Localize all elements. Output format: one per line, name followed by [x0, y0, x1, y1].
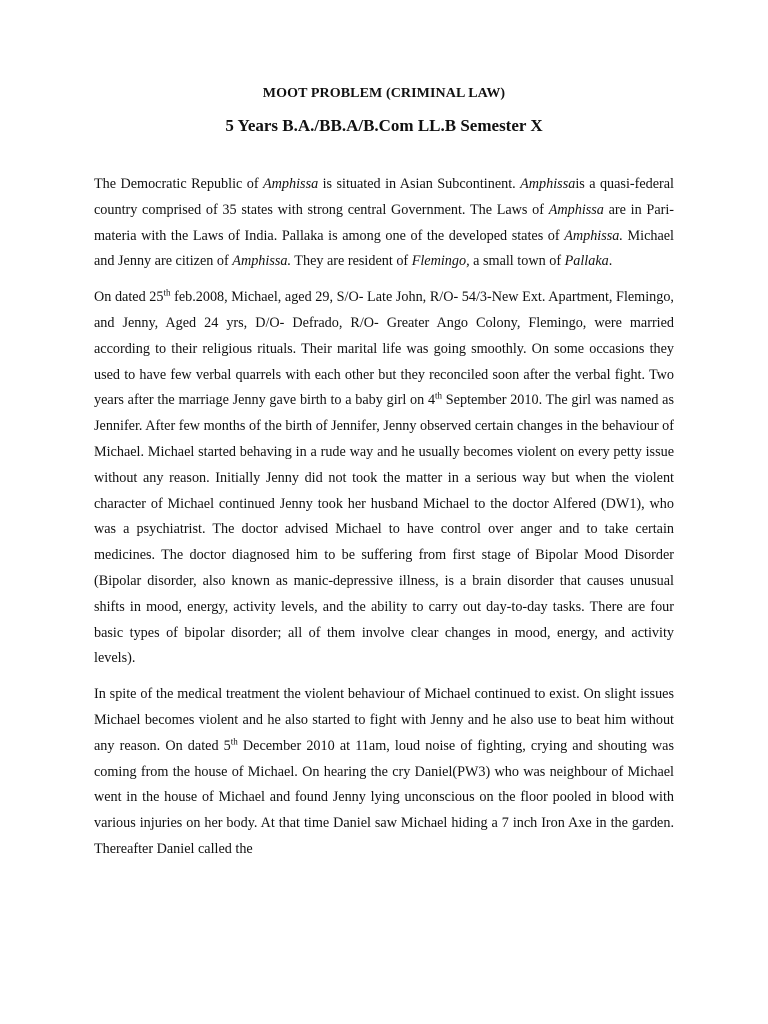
p2-sup-1: th	[163, 287, 171, 298]
document-subtitle: 5 Years B.A./BB.A/B.Com LL.B Semester X	[225, 116, 543, 135]
p1-place-amphissa-4: Amphissa.	[564, 227, 623, 244]
p1-place-amphissa-5: Amphissa.	[232, 253, 292, 270]
p1-text-o: .	[608, 253, 613, 270]
paragraph-3	[94, 682, 674, 863]
p1-place-pallaka: Pallaka	[564, 253, 609, 270]
paragraph-2	[94, 285, 674, 672]
p1-place-amphissa-3: Amphissa	[548, 201, 604, 218]
p1-place-amphissa-1: Amphissa	[263, 176, 319, 192]
p1-text-g: are in Pari-materia with the Laws of India. Pallaka is among one of the developed states of	[94, 201, 675, 244]
p1-text-e: is a quasi-federal country comprised of 35 states with strong central Government. The Laws of	[94, 176, 674, 218]
p1-text-k: They are resident of	[291, 253, 412, 270]
document-title: MOOT PROBLEM (CRIMINAL LAW)	[262, 86, 506, 101]
p1-place-amphissa-2: Amphissa	[520, 176, 576, 192]
p1-text-m: a small town of	[469, 253, 565, 270]
p2-text-c: September 2010. The girl was named as Jennifer. After few months of the birth of Jennifer, Jenny observed certain changes in the behaviour of Michael. Michael started behaving in a rude way and he usually becomes violent on every petty issue without any reason. Initially Jenny did not took the matter in a serious way but when the violent character of Michael continued Jenny took her husband Michael to the doctor Alfered (DW1), who was a psychiatrist. The doctor advised Michael to have control over anger and to take certain medicines. The doctor diagnosed him to be suffering from first stage of Bipolar Mood Disorder (Bipolar disorder, also known as manic-depressive illness, is a brain disorder that causes unusual shifts in mood, energy, activity levels, and the ability to carry out day-to-day tasks. There are four basic types of bipolar disorder; all of them involve clear changes in mood, energy, and activity levels).	[94, 392, 674, 667]
p1-text-a: The Democratic Republic of	[94, 176, 263, 192]
p2-text-a: On dated 25	[94, 289, 164, 306]
paragraph-1	[94, 172, 674, 275]
p1-text-i: Michael and Jenny are citizen of	[94, 227, 675, 270]
p1-place-flemingo: Flemingo,	[411, 253, 470, 270]
p2-text-b: feb.2008, Michael, aged 29, S/O- Late John, R/O- 54/3-New Ext. Apartment, Flemingo, and Jenny, Aged 24 yrs, D/O- Defrado, R/O- Greater Ango Colony, Flemingo, were married according to their religious rituals. Their marital life was going smoothly. On some occasions they used to have few verbal quarrels with each other but they reconciled soon after the verbal fight. Two years after the marriage Jenny gave birth to a baby girl on 4	[94, 289, 674, 409]
p1-text-c: is situated in Asian Subcontinent.	[318, 176, 521, 192]
p3-text-a: In spite of the medical treatment the violent behaviour of Michael continued to exist. On slight issues Michael becomes violent and he also started to fight with Jenny and he also use to beat him without any reason. On dated 5	[94, 686, 674, 754]
p3-sup-1: th	[230, 736, 238, 746]
p2-sup-2: th	[435, 390, 443, 401]
p3-text-b: December 2010 at 11am, loud noise of fighting, crying and shouting was coming from the house of Michael. On hearing the cry Daniel(PW3) who was neighbour of Michael went in the house of Michael and found Jenny lying unconscious on the floor pooled in blood with various injuries on her body. At that time Daniel saw Michael hiding a 7 inch Iron Axe in the garden. Thereafter Daniel called the	[94, 737, 674, 857]
